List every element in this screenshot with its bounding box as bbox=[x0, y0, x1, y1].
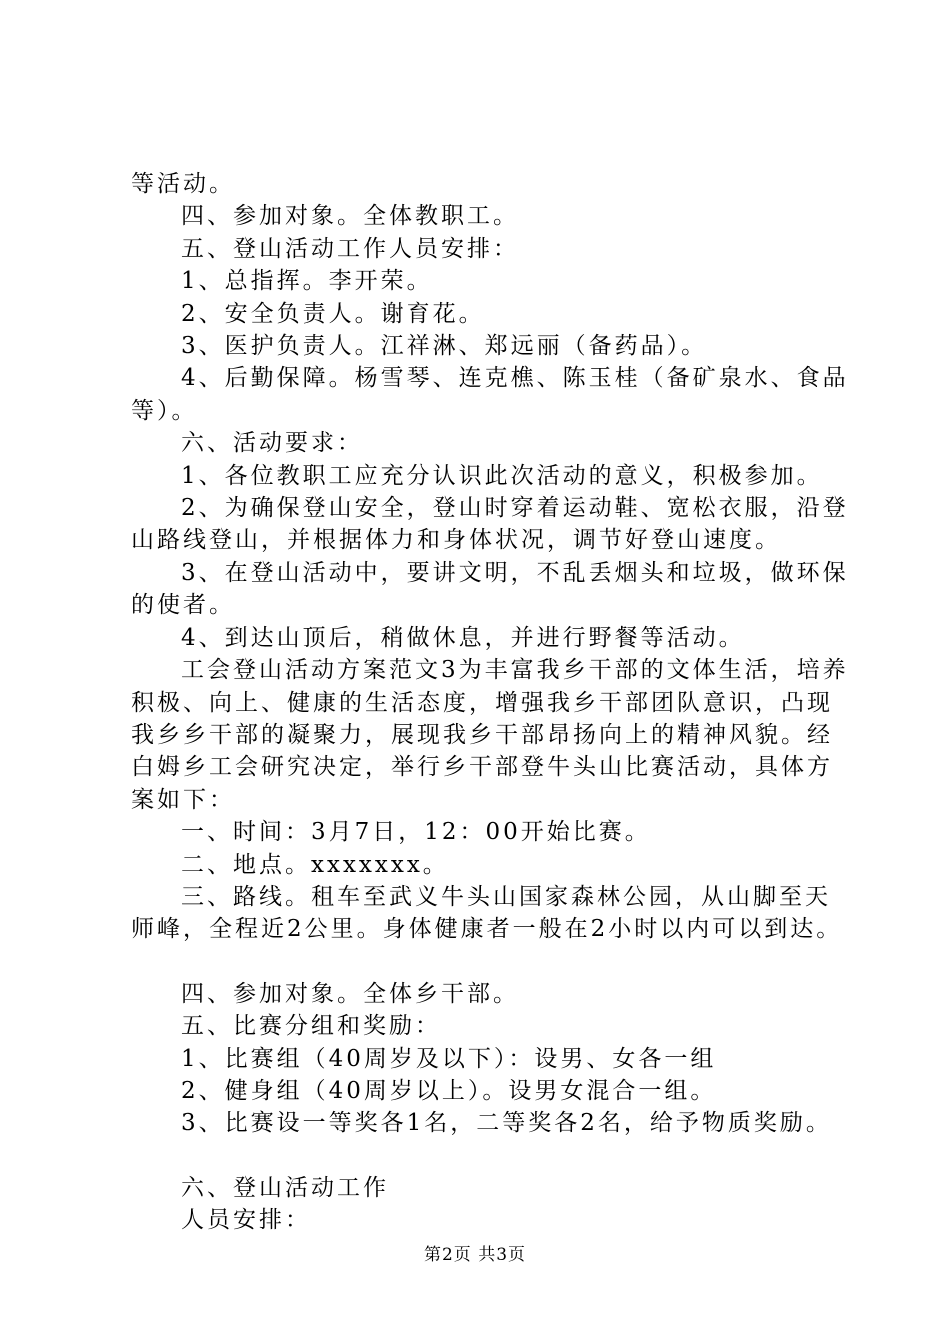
paragraph-continuation: 等活动。 bbox=[131, 171, 235, 197]
paragraph-participants: 四、参加对象。全体教职工。 bbox=[181, 203, 519, 230]
paragraph-time: 一、时间：3月7日，12：00开始比赛。 bbox=[181, 819, 651, 846]
paragraph-awards: 3、比赛设一等奖各1名，二等奖各2名，给予物质奖励。 bbox=[181, 1110, 832, 1137]
paragraph-competition-group: 1、比赛组（40周岁及以下）：设男、女各一组 bbox=[181, 1045, 717, 1072]
paragraph-groups-heading: 五、比赛分组和奖励： bbox=[181, 1013, 441, 1040]
paragraph-cadre-participants: 四、参加对象。全体乡干部。 bbox=[181, 980, 519, 1007]
paragraph-staff-heading: 五、登山活动工作人员安排： bbox=[181, 235, 519, 262]
paragraph-requirement-2: 2、为确保登山安全，登山时穿着运动鞋、宽松衣服，沿登山路线登山，并根据体力和身体状况，调节好登山速度。 bbox=[131, 495, 849, 554]
paragraph-requirements-heading: 六、活动要求： bbox=[181, 430, 363, 457]
paragraph-location: 二、地点。xxxxxxx。 bbox=[181, 851, 449, 878]
paragraph-commander: 1、总指挥。李开荣。 bbox=[181, 268, 433, 295]
paragraph-work-heading: 六、登山活动工作 bbox=[181, 1174, 389, 1201]
blank-line bbox=[131, 1140, 851, 1172]
paragraph-requirement-3: 3、在登山活动中，要讲文明，不乱丢烟头和垃圾，做环保的使者。 bbox=[131, 559, 849, 619]
paragraph-plan-3-intro: 工会登山活动方案范文3为丰富我乡干部的文体生活，培养积极、向上、健康的生活态度，增强我乡干部团队意识，凸现我乡乡干部的凝聚力，展现我乡干部昂扬向上的精神风貌。经白姆乡工会研究决定，举行乡干部登牛头山比赛活动，具体方案如下： bbox=[131, 657, 849, 813]
paragraph-logistics: 4、后勤保障。杨雪琴、连克樵、陈玉桂（备矿泉水、食品等）。 bbox=[131, 365, 849, 424]
document-body bbox=[131, 168, 851, 1237]
paragraph-route: 三、路线。租车至武义牛头山国家森林公园，从山脚至天师峰，全程近2公里。身体健康者一般在2小时以内可以到达。 bbox=[131, 883, 843, 943]
page-number-footer: 第2页 共3页 bbox=[423, 1245, 527, 1265]
paragraph-staff-arrangement: 人员安排： bbox=[181, 1207, 311, 1234]
blank-line bbox=[131, 946, 851, 978]
paragraph-medical: 3、医护负责人。江祥淋、郑远丽（备药品）。 bbox=[181, 333, 708, 360]
paragraph-safety: 2、安全负责人。谢育花。 bbox=[181, 300, 485, 327]
paragraph-requirement-1: 1、各位教职工应充分认识此次活动的意义，积极参加。 bbox=[181, 462, 823, 489]
paragraph-requirement-4: 4、到达山顶后，稍做休息，并进行野餐等活动。 bbox=[181, 624, 745, 651]
paragraph-fitness-group: 2、健身组（40周岁以上）。设男女混合一组。 bbox=[181, 1077, 717, 1104]
